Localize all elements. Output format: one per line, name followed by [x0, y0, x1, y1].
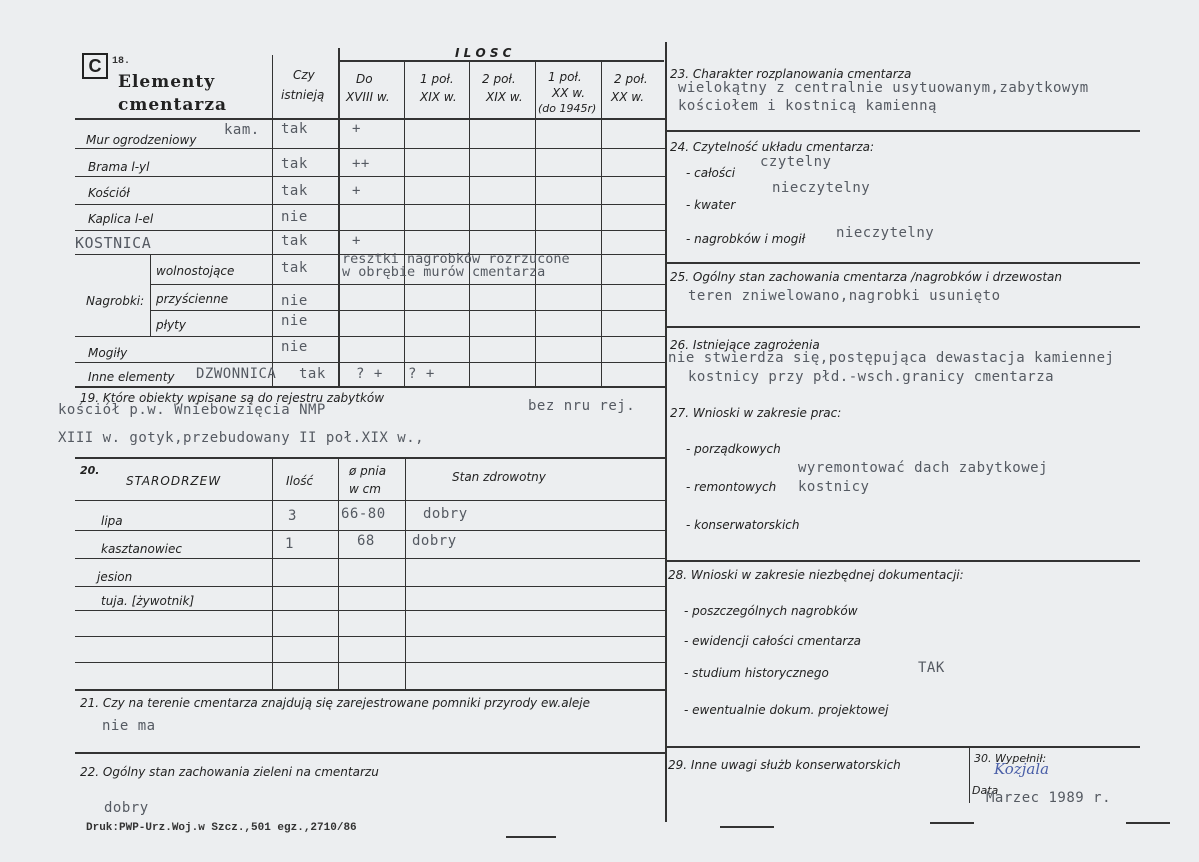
s27-remont-value2: kostnicy [798, 479, 870, 495]
rule [666, 560, 1140, 562]
row-mur-xviii: + [352, 121, 361, 137]
s20-col-diam-1: ø pnia [349, 464, 387, 478]
s28-item3-value: TAK [918, 660, 945, 676]
s27-porzadkowych: - porządkowych [686, 442, 781, 456]
row-inne-value: DZWONNICA [196, 366, 277, 382]
s24-nagrobkow-value: nieczytelny [836, 225, 935, 241]
row-kostnica-exists: tak [281, 233, 308, 249]
rule [338, 48, 340, 387]
rule [75, 610, 665, 611]
rule [150, 255, 151, 337]
rule [75, 558, 665, 559]
ilosc-header: I L O S C [455, 46, 512, 60]
rule [150, 310, 665, 311]
table-title-line2: cmentarza [118, 95, 228, 115]
col-1pol-xix-2: XIX w. [420, 90, 457, 104]
col-1pol-xix-1: 1 poł. [420, 72, 454, 86]
rule [150, 284, 665, 285]
col-exists-header-1: Czy [293, 68, 315, 82]
row-mogily-label: Mogiły [88, 346, 128, 360]
col-exists-header-2: istnieją [281, 88, 325, 102]
rule [338, 60, 664, 62]
rule [930, 822, 974, 824]
s23-label: 23. Charakter rozplanowania cmentarza [670, 67, 912, 81]
rule [75, 362, 665, 363]
s28-item1: - poszczególnych nagrobków [684, 604, 858, 618]
tree-row-name: tuja. [żywotnik] [101, 594, 195, 608]
s27-konserwatorskich: - konserwatorskich [686, 518, 800, 532]
s24-label: 24. Czytelność układu cmentarza: [670, 140, 875, 154]
rule [666, 746, 1140, 748]
row-kostnica-label: KOSTNICA [75, 234, 152, 252]
s30-label: 30. Wypełnił: [974, 752, 1047, 765]
row-kosciol-exists: tak [281, 183, 308, 199]
rule [969, 748, 970, 803]
s26-line1: nie stwierdza się,postępująca dewastacja kamiennej [668, 350, 1115, 366]
s25-label: 25. Ogólny stan zachowania cmentarza /nagrobków i drzewostan [670, 270, 1062, 284]
row-kosciol-xviii: + [352, 183, 361, 199]
rule [404, 62, 405, 387]
col-2pol-xix-2: XIX w. [486, 90, 523, 104]
rule [75, 586, 665, 587]
s24-nagrobkow-label: - nagrobków i mogił [686, 232, 806, 246]
s30-date-label: Data [972, 784, 999, 797]
row-wolnostojace-exists: tak [281, 260, 308, 276]
s27-label: 27. Wnioski w zakresie prac: [670, 406, 842, 420]
rule [601, 62, 602, 387]
rule [75, 118, 665, 120]
rule [720, 826, 774, 828]
rule [666, 262, 1140, 264]
rule [75, 662, 665, 663]
row-wolnostojace-note2: w obrębie murów cmentarza [342, 264, 546, 280]
rule [75, 230, 665, 231]
row-kaplica-label: Kaplica l-el [88, 212, 154, 226]
row-inne-label: Inne elementy [88, 370, 175, 384]
rule [75, 500, 665, 501]
s25-value: teren zniwelowano,nagrobki usunięto [688, 288, 1001, 304]
signature: Kozjala [994, 760, 1050, 778]
rule [75, 530, 665, 531]
col-2pol-xx-2: XX w. [611, 90, 645, 104]
row-kaplica-exists: nie [281, 209, 308, 225]
rule [338, 458, 339, 690]
rule [75, 386, 665, 388]
row-kostnica-xviii: + [352, 233, 361, 249]
section-letter-box: C [82, 53, 108, 79]
nagrobki-label: Nagrobki: [86, 294, 145, 308]
rule [75, 204, 665, 205]
s26-line2: kostnicy przy płd.-wsch.granicy cmentarza [688, 369, 1055, 385]
rule [75, 176, 665, 177]
s28-item4: - ewentualnie dokum. projektowej [684, 703, 889, 717]
tree-row-qty: 3 [288, 508, 297, 524]
row-brama-xviii: ++ [352, 156, 370, 172]
rule [75, 457, 665, 459]
s23-line2: kościołem i kostnicą kamienną [678, 98, 937, 114]
rule [666, 326, 1140, 328]
row-brama-label: Brama l-yl [88, 160, 150, 174]
row-wolnostojace-label: wolnostojące [156, 264, 235, 278]
rule [469, 62, 470, 387]
row-inne-xviii: ? + [356, 366, 383, 382]
s21-label: 21. Czy na terenie cmentarza znajdują się zarejestrowane pomniki przyrody ew.aleje [80, 696, 591, 710]
tree-row-state: dobry [412, 533, 457, 549]
row-przyscienne-exists: nie [281, 293, 308, 309]
s20-col-qty: Ilość [286, 474, 314, 488]
rule [75, 636, 665, 637]
tree-row-name: kasztanowiec [101, 542, 182, 556]
rule [272, 458, 273, 690]
s28-label: 28. Wnioski w zakresie niezbędnej dokumentacji: [668, 568, 964, 582]
s20-num: 20. [80, 464, 100, 477]
s21-value: nie ma [102, 718, 156, 734]
tree-row-diam: 66-80 [341, 506, 386, 522]
s19-label: 19. Które obiekty wpisane są do rejestru zabytków [80, 391, 385, 405]
rule [75, 336, 665, 337]
row-mogily-exists: nie [281, 339, 308, 355]
tree-row-qty: 1 [285, 536, 294, 552]
row-mur-material: kam. [224, 122, 260, 138]
s27-remont-value1: wyremontować dach zabytkowej [798, 460, 1049, 476]
col-2pol-xix-1: 2 poł. [482, 72, 516, 86]
s20-col-state: Stan zdrowotny [452, 470, 546, 484]
table-title-line1: Elementy [118, 72, 216, 92]
s19-line1-right: bez nru rej. [528, 398, 636, 414]
s30-date-value: Marzec 1989 r. [986, 790, 1112, 806]
row-wolnostojace-note1: resztki nagrobków rozrzucone [342, 251, 570, 267]
s20-title: STARODRZEW [126, 474, 222, 488]
s29-label: 29. Inne uwagi służb konserwatorskich [668, 758, 901, 772]
row-przyscienne-label: przyścienne [156, 292, 229, 306]
s26-label: 26. Istniejące zagrożenia [670, 338, 820, 352]
s20-col-diam-2: w cm [349, 482, 381, 496]
row-inne-exists: tak [299, 366, 326, 382]
rule [506, 836, 556, 838]
col-2pol-xx-1: 2 poł. [614, 72, 648, 86]
tree-row-diam: 68 [357, 533, 375, 549]
row-plyty-exists: nie [281, 313, 308, 329]
s23-line1: wielokątny z centralnie usytuowanym,zabytkowym [678, 80, 1089, 96]
s24-kwater-label: - kwater [686, 198, 736, 212]
s28-item2: - ewidencji całości cmentarza [684, 634, 862, 648]
col-1pol-xx-1: 1 poł. [548, 70, 582, 84]
s24-calosci-value: czytelny [760, 154, 832, 170]
row-kosciol-label: Kościół [88, 186, 130, 200]
row-mur-label: Mur ogrodzeniowy [86, 133, 197, 147]
s22-label: 22. Ogólny stan zachowania zieleni na cmentarzu [80, 765, 379, 779]
tree-row-name: jesion [97, 570, 133, 584]
rule [75, 689, 665, 691]
s22-value: dobry [104, 800, 149, 816]
row-brama-exists: tak [281, 156, 308, 172]
s19-line1: kościół p.w. Wniebowzięcia NMP [58, 402, 326, 418]
print-info: Druk:PWP-Urz.Woj.w Szcz.,501 egz.,2710/86 [86, 822, 357, 834]
rule [75, 148, 665, 149]
rule [535, 62, 536, 387]
s28-item3: - studium historycznego [684, 666, 829, 680]
s19-line2: XIII w. gotyk,przebudowany II poł.XIX w., [58, 430, 425, 446]
col-xviii-2: XVIII w. [346, 90, 390, 104]
rule [666, 130, 1140, 132]
row-inne-xix1: ? + [408, 366, 435, 382]
rule [1126, 822, 1170, 824]
rule [272, 55, 273, 387]
rule [405, 458, 406, 690]
row-mur-exists: tak [281, 121, 308, 137]
col-1pol-xx-2: XX w. [552, 86, 586, 100]
s24-kwater-value: nieczytelny [772, 180, 871, 196]
col-1pol-xx-3: (do 1945r) [538, 102, 597, 115]
s24-calosci-label: - całości [686, 166, 736, 180]
tree-row-name: lipa [101, 514, 123, 528]
row-plyty-label: płyty [156, 318, 186, 332]
col-xviii-1: Do [356, 72, 373, 86]
s27-remontowych: - remontowych [686, 480, 777, 494]
tree-row-state: dobry [423, 506, 468, 522]
rule [665, 42, 667, 822]
rule [75, 752, 665, 754]
section-number: 18. [112, 56, 131, 67]
